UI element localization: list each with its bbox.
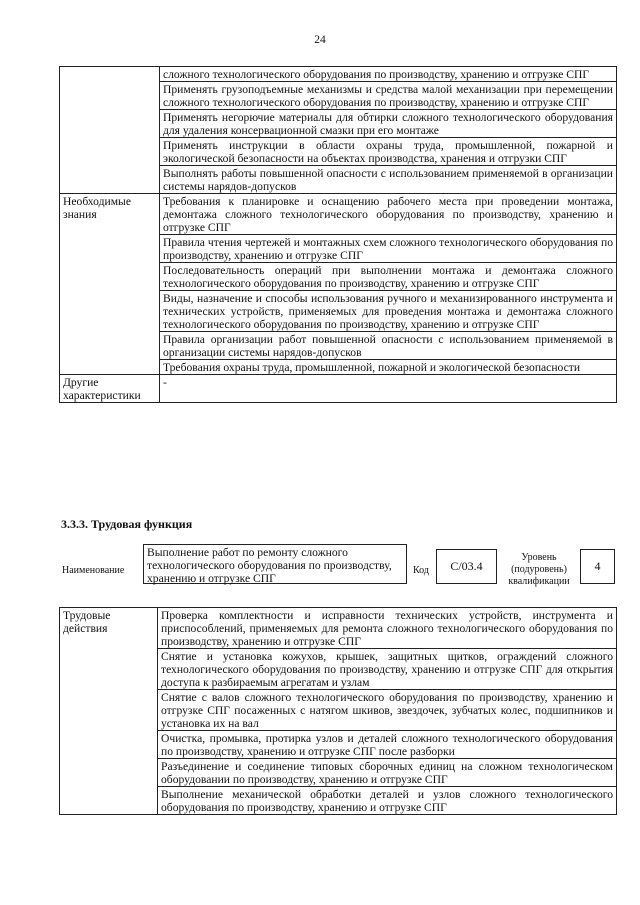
- labor-action-item: Проверка комплектности и исправности технических устройств, инструмента и приспособлений, применяемых для ремонта сложного технологического оборудования по производству, хранению и отгрузке СПГ: [158, 608, 617, 649]
- labor-action-item: Разъединение и соединение типовых сборочных единиц на сложном технологическом оборудовании по производству, хранению и отгрузке СПГ: [158, 759, 617, 787]
- knowledge-item: Требования охраны труда, промышленной, пожарной и экологической безопасности: [160, 360, 617, 375]
- qualification-level-box: 4: [580, 549, 615, 584]
- knowledge-item: Требования к планировке и оснащению рабочего места при проведении монтажа, демонтажа сложного технологического оборудования по производству, хранению и отгрузке СПГ: [160, 194, 617, 235]
- labor-actions-label: Трудовые действия: [60, 608, 158, 815]
- labor-action-item: Снятие с валов сложного технологического оборудования по производству, хранению и отгрузке СПГ посаженных с натягом шкивов, звездочек, зубчатых колес, подшипников и установка их на вал: [158, 690, 617, 731]
- skill-item: сложного технологического оборудования по производству, хранению и отгрузке СПГ: [160, 67, 617, 82]
- skills-knowledge-table: [59, 66, 617, 403]
- knowledge-item: Правила организации работ повышенной опасности с использованием применяемой в организации системы нарядов-допусков: [160, 332, 617, 360]
- knowledge-label: Необходимые знания: [60, 194, 160, 375]
- skill-item: Применять грузоподъемные механизмы и средства малой механизации при перемещении сложного технологического оборудования по производству, хранению и отгрузке СПГ: [160, 82, 617, 110]
- other-characteristics-value: -: [160, 375, 617, 403]
- function-name-label: Наименование: [62, 565, 125, 576]
- function-name-box: Выполнение работ по ремонту сложного технологического оборудования по производству, хранению и отгрузке СПГ: [143, 544, 407, 584]
- knowledge-item: Правила чтения чертежей и монтажных схем сложного технологического оборудования по производству, хранению и отгрузке СПГ: [160, 235, 617, 263]
- code-label: Код: [413, 565, 429, 576]
- skill-item: Выполнять работы повышенной опасности с использованием применяемой в организации системы нарядов-допусков: [160, 166, 617, 194]
- level-label-line: Уровень: [521, 552, 557, 563]
- labor-action-item: Очистка, промывка, протирка узлов и деталей сложного технологического оборудования по производству, хранению и отгрузке СПГ после разборки: [158, 731, 617, 759]
- knowledge-item: Последовательность операций при выполнении монтажа и демонтажа сложного технологического оборудования по производству, хранению и отгрузке СПГ: [160, 263, 617, 291]
- level-label-line: квалификации: [508, 576, 570, 587]
- page-number: 24: [314, 34, 326, 46]
- level-label-line: (подуровень): [511, 564, 567, 575]
- qualification-level-label: [502, 552, 576, 588]
- labor-action-item: Снятие и установка кожухов, крышек, защитных щитков, ограждений сложного технологического оборудования по производству, хранению и отгрузке СПГ для открытия доступа к разбираемым агрегатам и узлам: [158, 649, 617, 690]
- skill-item: Применять негорючие материалы для обтирки сложного технологического оборудования для удаления консервационной смазки при его монтаже: [160, 110, 617, 138]
- code-box: С/03.4: [436, 549, 497, 584]
- table-row: [60, 67, 617, 82]
- table-row: [60, 608, 617, 649]
- other-characteristics-label: Другие характеристики: [60, 375, 160, 403]
- section-heading: 3.3.3. Трудовая функция: [61, 517, 193, 531]
- table-row: [60, 375, 617, 403]
- skills-label-cell: [60, 67, 160, 194]
- labor-action-item: Выполнение механической обработки деталей и узлов сложного технологического оборудования по производству, хранению и отгрузке СПГ: [158, 787, 617, 815]
- table-row: [60, 194, 617, 235]
- labor-actions-table: [59, 607, 617, 815]
- knowledge-item: Виды, назначение и способы использования ручного и механизированного инструмента и технических устройств, применяемых для проведения монтажа и демонтажа сложного технологического оборудования по производству, хранению и отгрузке СПГ: [160, 291, 617, 332]
- skill-item: Применять инструкции в области охраны труда, промышленной, пожарной и экологической безопасности на объектах производства, хранения и отгрузки СПГ: [160, 138, 617, 166]
